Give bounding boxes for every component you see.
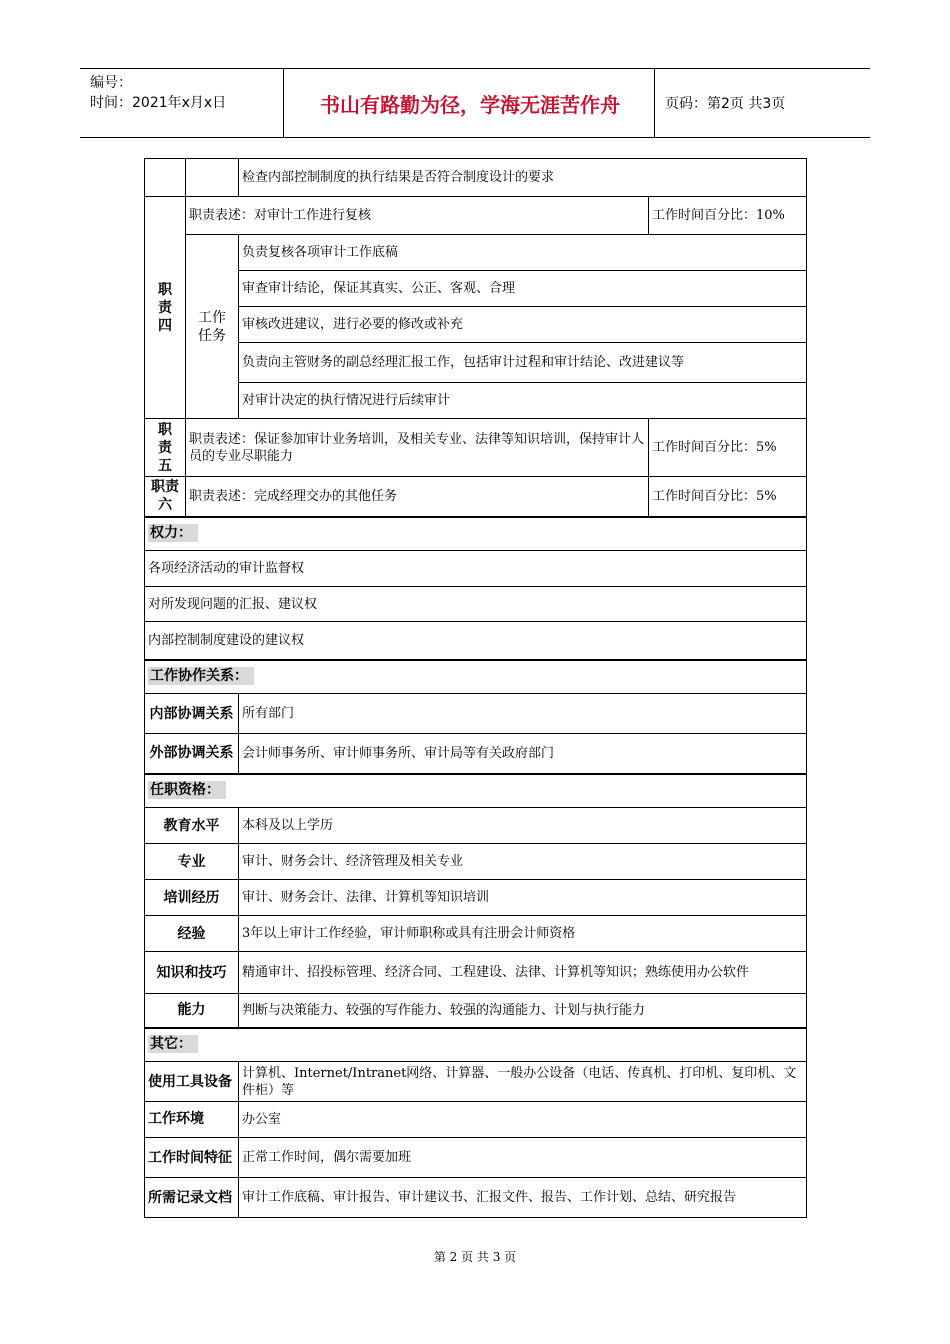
training-label: 培训经历 — [145, 880, 239, 916]
work-time-label: 工作时间特征 — [145, 1138, 239, 1178]
other-section-title: 其它： — [145, 1028, 807, 1062]
table-row — [145, 880, 807, 916]
section-header-row — [145, 660, 807, 694]
work-time-value: 正常工作时间，偶尔需要加班 — [239, 1138, 807, 1178]
power-item: 内部控制制度建设的建议权 — [145, 622, 807, 660]
task-item: 审查审计结论，保证其真实、公正、客观、合理 — [239, 271, 807, 307]
table-row — [145, 808, 807, 844]
duty-4-description: 职责表述：对审计工作进行复核 — [186, 197, 649, 235]
external-relation-label: 外部协调关系 — [145, 734, 239, 774]
table-row — [145, 159, 807, 197]
table-row — [145, 271, 807, 307]
duty-4-percent: 工作时间百分比：10% — [649, 197, 807, 235]
education-value: 本科及以上学历 — [239, 808, 807, 844]
section-header-row — [145, 1028, 807, 1062]
duty-4-label: 职 责 四 — [145, 197, 186, 419]
page-indicator: 页码：第2页 共3页 — [665, 96, 786, 112]
duty-6-label: 职责 六 — [145, 477, 186, 517]
major-label: 专业 — [145, 844, 239, 880]
power-section-title: 权力： — [145, 517, 807, 551]
task-item: 负责向主管财务的副总经理汇报工作，包括审计过程和审计结论、改进建议等 — [239, 343, 807, 383]
external-relation-value: 会计师事务所、审计师事务所、审计局等有关政府部门 — [239, 734, 807, 774]
document-number-label: 编号： — [90, 75, 132, 91]
table-row — [145, 419, 807, 477]
environment-value: 办公室 — [239, 1102, 807, 1138]
page-header — [80, 68, 870, 138]
page-footer: 第 2 页 共 3 页 — [433, 1250, 517, 1264]
empty-cell — [186, 159, 239, 197]
table-row — [145, 952, 807, 994]
duty-6-description: 职责表述：完成经理交办的其他任务 — [186, 477, 649, 517]
major-value: 审计、财务会计、经济管理及相关专业 — [239, 844, 807, 880]
table-row — [145, 916, 807, 952]
table-row — [145, 694, 807, 734]
section-header-row — [145, 774, 807, 808]
task-item: 负责复核各项审计工作底稿 — [239, 235, 807, 271]
records-label: 所需记录文档 — [145, 1178, 239, 1218]
table-row — [145, 1178, 807, 1218]
job-description-table — [144, 158, 807, 1218]
education-label: 教育水平 — [145, 808, 239, 844]
internal-relation-value: 所有部门 — [239, 694, 807, 734]
power-item: 对所发现问题的汇报、建议权 — [145, 587, 807, 622]
duty-5-percent: 工作时间百分比：5% — [649, 419, 807, 477]
task-item: 审核改进建议，进行必要的修改或补充 — [239, 307, 807, 343]
records-value: 审计工作底稿、审计报告、审计建议书、汇报文件、报告、工作计划、总结、研究报告 — [239, 1178, 807, 1218]
table-row — [145, 235, 807, 271]
power-item: 各项经济活动的审计监督权 — [145, 551, 807, 587]
section-header-row — [145, 517, 807, 551]
skills-value: 精通审计、招投标管理、经济合同、工程建设、法律、计算机等知识；熟练使用办公软件 — [239, 952, 807, 994]
table-row — [145, 307, 807, 343]
table-row — [145, 994, 807, 1028]
task-item: 检查内部控制制度的执行结果是否符合制度设计的要求 — [239, 159, 807, 197]
table-row — [145, 343, 807, 383]
table-row — [145, 1138, 807, 1178]
list-item — [145, 551, 807, 587]
table-row — [145, 1102, 807, 1138]
training-value: 审计、财务会计、法律、计算机等知识培训 — [239, 880, 807, 916]
skills-label: 知识和技巧 — [145, 952, 239, 994]
header-divider — [283, 69, 284, 137]
duty-6-percent: 工作时间百分比：5% — [649, 477, 807, 517]
header-motto: 书山有路勤为径，学海无涯苦作舟 — [320, 92, 620, 117]
header-meta — [90, 73, 226, 113]
duty-5-label: 职 责 五 — [145, 419, 186, 477]
list-item — [145, 622, 807, 660]
document-date: 时间：2021年x月x日 — [90, 95, 227, 111]
table-row — [145, 477, 807, 517]
experience-value: 3年以上审计工作经验，审计师职称或具有注册会计师资格 — [239, 916, 807, 952]
task-item: 对审计决定的执行情况进行后续审计 — [239, 383, 807, 419]
ability-label: 能力 — [145, 994, 239, 1028]
header-divider — [654, 69, 655, 137]
duty-5-description: 职责表述：保证参加审计业务培训，及相关专业、法律等知识培训，保持审计人员的专业尽职能力 — [186, 419, 649, 477]
environment-label: 工作环境 — [145, 1102, 239, 1138]
tools-value: 计算机、Internet/Intranet网络、计算器、一般办公设备（电话、传真机、打印机、复印机、文件柜）等 — [239, 1062, 807, 1102]
table-row — [145, 383, 807, 419]
ability-value: 判断与决策能力、较强的写作能力、较强的沟通能力、计划与执行能力 — [239, 994, 807, 1028]
qualifications-section-title: 任职资格： — [145, 774, 807, 808]
work-task-label: 工作 任务 — [186, 235, 239, 419]
empty-cell — [145, 159, 186, 197]
list-item — [145, 587, 807, 622]
relations-section-title: 工作协作关系： — [145, 660, 807, 694]
table-row — [145, 734, 807, 774]
table-row — [145, 197, 807, 235]
internal-relation-label: 内部协调关系 — [145, 694, 239, 734]
experience-label: 经验 — [145, 916, 239, 952]
table-row — [145, 1062, 807, 1102]
tools-label: 使用工具设备 — [145, 1062, 239, 1102]
table-row — [145, 844, 807, 880]
